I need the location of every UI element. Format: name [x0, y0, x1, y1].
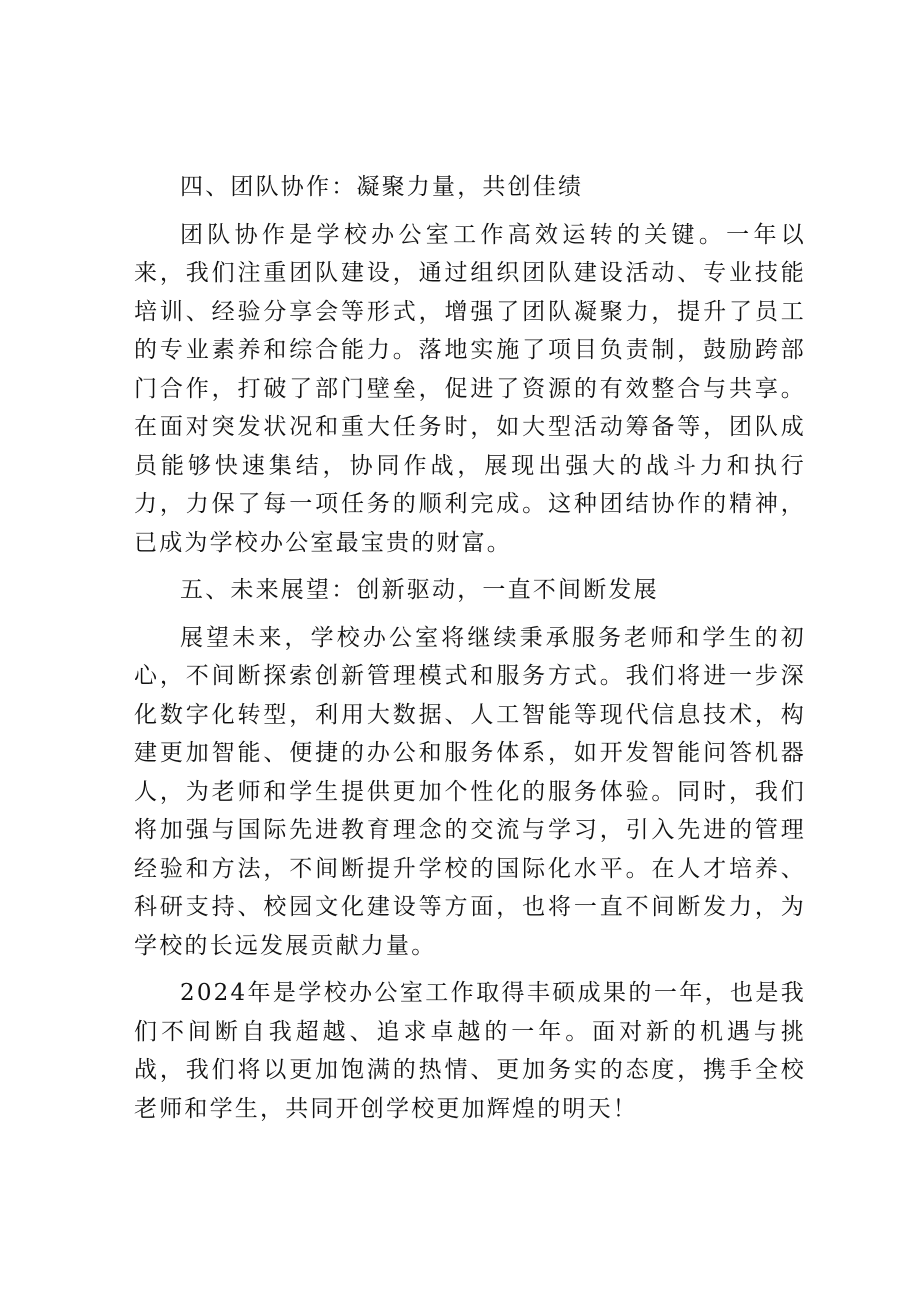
closing-paragraph: 2024年是学校办公室工作取得丰硕成果的一年，也是我们不间断自我超越、追求卓越的一年。面对新的机遇与挑战，我们将以更加饱满的热情、更加务实的态度，携手全校老师和学生，共同开创学校更加辉煌的明天！ — [134, 980, 806, 1122]
section-heading-teamwork: 四、团队协作：凝聚力量，共创佳绩 — [180, 174, 584, 200]
section-body-teamwork: 团队协作是学校办公室工作高效运转的关键。一年以来，我们注重团队建设，通过组织团队建设活动、专业技能培训、经验分享会等形式，增强了团队凝聚力，提升了员工的专业素养和综合能力。落地实施了项目负责制，鼓励跨部门合作，打破了部门壁垒，促进了资源的有效整合与共享。在面对突发状况和重大任务时，如大型活动筹备等，团队成员能够快速集结，协同作战，展现出强大的战斗力和执行力，力保了每一项任务的顺利完成。这种团结协作的精神，已成为学校办公室最宝贵的财富。 — [134, 221, 806, 556]
document-body — [134, 168, 806, 1137]
section-heading-outlook: 五、未来展望：创新驱动，一直不间断发展 — [180, 577, 659, 603]
section-body-outlook: 展望未来，学校办公室将继续秉承服务老师和学生的初心，不间断探索创新管理模式和服务方式。我们将进一步深化数字化转型，利用大数据、人工智能等现代信息技术，构建更加智能、便捷的办公和服务体系，如开发智能问答机器人，为老师和学生提供更加个性化的服务体验。同时，我们将加强与国际先进教育理念的交流与学习，引入先进的管理经验和方法，不间断提升学校的国际化水平。在人才培养、科研支持、校园文化建设等方面，也将一直不间断发力，为学校的长远发展贡献力量。 — [134, 624, 806, 959]
